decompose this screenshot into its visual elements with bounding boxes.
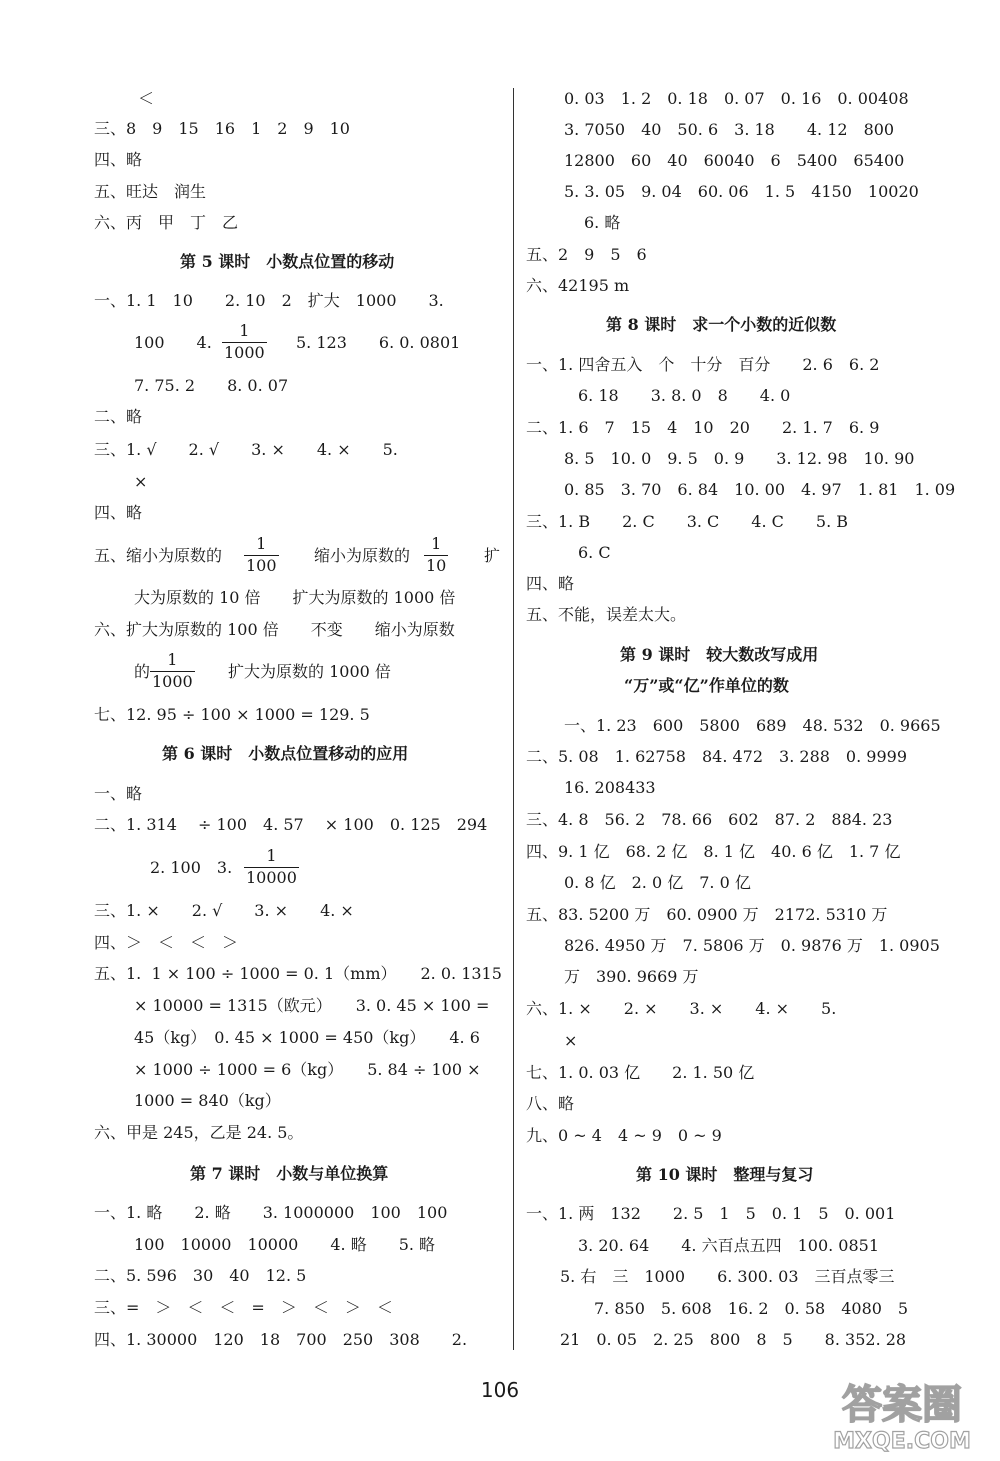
- answer-line: 六、扩大为原数的 100 倍 不变 缩小为原数: [94, 620, 455, 639]
- section-heading-lesson-6: 第 6 课时 小数点位置移动的应用: [162, 744, 409, 763]
- answer-line: 三、1. × 2. √ 3. × 4. ×: [94, 901, 354, 920]
- answer-line: 四、略: [94, 150, 143, 169]
- answer-line: 7. 75. 2 8. 0. 07: [134, 376, 289, 395]
- answer-line: 8. 5 10. 0 9. 5 0. 9 3. 12. 98 10. 90: [564, 449, 915, 468]
- fraction: [244, 536, 279, 574]
- fraction-denominator: 1000: [152, 672, 193, 691]
- section-heading-lesson-9-sub: “万”或“亿”作单位的数: [624, 676, 789, 695]
- answer-line: 100 4.: [134, 333, 212, 352]
- answer-line: 826. 4950 万 7. 5806 万 0. 9876 万 1. 0905: [564, 936, 940, 955]
- answer-line: 一、1. 略 2. 略 3. 1000000 100 100: [94, 1203, 448, 1222]
- answer-line: 6. 略: [584, 213, 621, 232]
- answer-line: 扩大为原数的 1000 倍: [228, 662, 391, 681]
- answer-line: 16. 208433: [564, 778, 656, 797]
- answer-line: ＜: [138, 89, 155, 108]
- fraction-denominator: 1000: [224, 343, 265, 362]
- answer-line: 六、42195 m: [526, 276, 630, 295]
- fraction: [244, 848, 299, 886]
- answer-line: 6. C: [578, 543, 611, 562]
- answer-line: 一、1. 两 132 2. 5 1 5 0. 1 5 0. 001: [526, 1204, 896, 1223]
- answer-line: 四、＞ ＜ ＜ ＞: [94, 933, 239, 952]
- fraction-numerator: 1: [431, 534, 442, 553]
- answer-line: 三、1. B 2. C 3. C 4. C 5. B: [526, 512, 849, 531]
- watermark-logo: [812, 1370, 992, 1455]
- section-heading-lesson-8: 第 8 课时 求一个小数的近似数: [606, 315, 837, 334]
- answer-line: 三、8 9 15 16 1 2 9 10: [94, 119, 350, 138]
- answer-line: 五、不能，误差太大。: [526, 605, 687, 624]
- fraction-numerator: 1: [239, 321, 250, 340]
- answer-line: 45（kg） 0. 45 × 1000 = 450（kg） 4. 6: [134, 1028, 480, 1047]
- fraction-denominator: 10000: [246, 868, 297, 887]
- fraction-numerator: 1: [256, 534, 267, 553]
- answer-line: 五、缩小为原数的: [94, 546, 223, 565]
- answer-line: 缩小为原数的: [314, 546, 411, 565]
- answer-line: 二、5. 08 1. 62758 84. 472 3. 288 0. 9999: [526, 747, 907, 766]
- column-divider: [513, 88, 514, 1350]
- answer-line: 万 390. 9669 万: [564, 967, 699, 986]
- answer-line: 5. 3. 05 9. 04 60. 06 1. 5 4150 10020: [564, 182, 919, 201]
- answer-line: 0. 8 亿 2. 0 亿 7. 0 亿: [564, 873, 751, 892]
- fraction: [150, 652, 195, 690]
- answer-line: 六、甲是 245，乙是 24. 5。: [94, 1123, 304, 1142]
- fraction: [424, 536, 448, 574]
- answer-line: 七、12. 95 ÷ 100 × 1000 = 129. 5: [94, 705, 370, 724]
- answer-line: 大为原数的 10 倍 扩大为原数的 1000 倍: [134, 588, 456, 607]
- answer-line: 二、1. 6 7 15 4 10 20 2. 1. 7 6. 9: [526, 418, 880, 437]
- answer-line: 四、略: [94, 503, 143, 522]
- answer-line: 六、丙 甲 丁 乙: [94, 213, 239, 232]
- answer-line: 12800 60 40 60040 6 5400 65400: [564, 151, 905, 170]
- answer-line: 3. 7050 40 50. 6 3. 18 4. 12 800: [564, 120, 895, 139]
- answer-line: 三、= ＞ ＜ ＜ = ＞ ＜ ＞ ＜: [94, 1298, 393, 1317]
- answer-line: ×: [134, 472, 148, 491]
- answer-line: 三、1. √ 2. √ 3. × 4. × 5.: [94, 440, 398, 459]
- fraction: [222, 323, 267, 361]
- page-number: 106: [480, 1378, 520, 1402]
- section-heading-lesson-5: 第 5 课时 小数点位置的移动: [180, 252, 395, 271]
- answer-line: 0. 85 3. 70 6. 84 10. 00 4. 97 1. 81 1. 09: [564, 480, 956, 499]
- answer-line: 五、1. 1 × 100 ÷ 1000 = 0. 1（mm） 2. 0. 1315: [94, 964, 502, 983]
- answer-line: 九、0 ~ 4 4 ~ 9 0 ~ 9: [526, 1126, 722, 1145]
- answer-line: 一、略: [94, 784, 143, 803]
- section-heading-lesson-7: 第 7 课时 小数与单位换算: [190, 1164, 389, 1183]
- answer-line: 5. 右 三 1000 6. 300. 03 三百点零三: [560, 1267, 895, 1286]
- answer-line: 二、略: [94, 407, 143, 426]
- answer-line: 五、2 9 5 6: [526, 245, 647, 264]
- answer-line: 1000 = 840（kg）: [134, 1091, 281, 1110]
- answer-line: 四、1. 30000 120 18 700 250 308 2.: [94, 1330, 468, 1349]
- answer-line: 6. 18 3. 8. 0 8 4. 0: [578, 386, 791, 405]
- section-heading-lesson-9: 第 9 课时 较大数改写成用: [620, 645, 819, 664]
- answer-line: 2. 100 3.: [150, 858, 233, 877]
- answer-line: 五、83. 5200 万 60. 0900 万 2172. 5310 万: [526, 905, 888, 924]
- answer-line: 一、1. 四舍五入 个 十分 百分 2. 6 6. 2: [526, 355, 880, 374]
- watermark-line1: 答案圈: [842, 1382, 962, 1428]
- answer-line: 3. 20. 64 4. 六百点五四 100. 0851: [578, 1236, 880, 1255]
- watermark-line2: MXQE.COM: [833, 1429, 971, 1454]
- fraction-numerator: 1: [266, 846, 277, 865]
- answer-line: 5. 123 6. 0. 0801: [296, 333, 461, 352]
- fraction-denominator: 100: [246, 556, 277, 575]
- answer-line: 四、略: [526, 574, 575, 593]
- answer-line: 扩: [484, 546, 501, 565]
- answer-line: 一、1. 1 10 2. 10 2 扩大 1000 3.: [94, 291, 444, 310]
- answer-line: ×: [564, 1031, 578, 1050]
- answer-line: 三、4. 8 56. 2 78. 66 602 87. 2 884. 23: [526, 810, 893, 829]
- answer-line: 的: [134, 662, 151, 681]
- answer-line: 0. 03 1. 2 0. 18 0. 07 0. 16 0. 00408: [564, 89, 909, 108]
- answer-line: 六、1. × 2. × 3. × 4. × 5.: [526, 999, 837, 1018]
- fraction-denominator: 10: [426, 556, 447, 575]
- answer-line: 四、9. 1 亿 68. 2 亿 8. 1 亿 40. 6 亿 1. 7 亿: [526, 842, 901, 861]
- section-heading-lesson-10: 第 10 课时 整理与复习: [636, 1165, 814, 1184]
- answer-line: 一、1. 23 600 5800 689 48. 532 0. 9665: [564, 716, 941, 735]
- answer-line: 二、1. 314 ÷ 100 4. 57 × 100 0. 125 294: [94, 815, 488, 834]
- answer-line: 八、略: [526, 1094, 575, 1113]
- answer-line: 七、1. 0. 03 亿 2. 1. 50 亿: [526, 1063, 755, 1082]
- answer-line: 21 0. 05 2. 25 800 8 5 8. 352. 28: [560, 1330, 907, 1349]
- answer-line: 二、5. 596 30 40 12. 5: [94, 1266, 307, 1285]
- answer-line: 100 10000 10000 4. 略 5. 略: [134, 1235, 436, 1254]
- fraction-numerator: 1: [167, 650, 178, 669]
- answer-line: 7. 850 5. 608 16. 2 0. 58 4080 5: [594, 1299, 909, 1318]
- answer-line: 五、旺达 润生: [94, 182, 207, 201]
- answer-line: × 1000 ÷ 1000 = 6（kg） 5. 84 ÷ 100 ×: [134, 1060, 481, 1079]
- answer-line: × 10000 = 1315（欧元） 3. 0. 45 × 100 =: [134, 996, 490, 1015]
